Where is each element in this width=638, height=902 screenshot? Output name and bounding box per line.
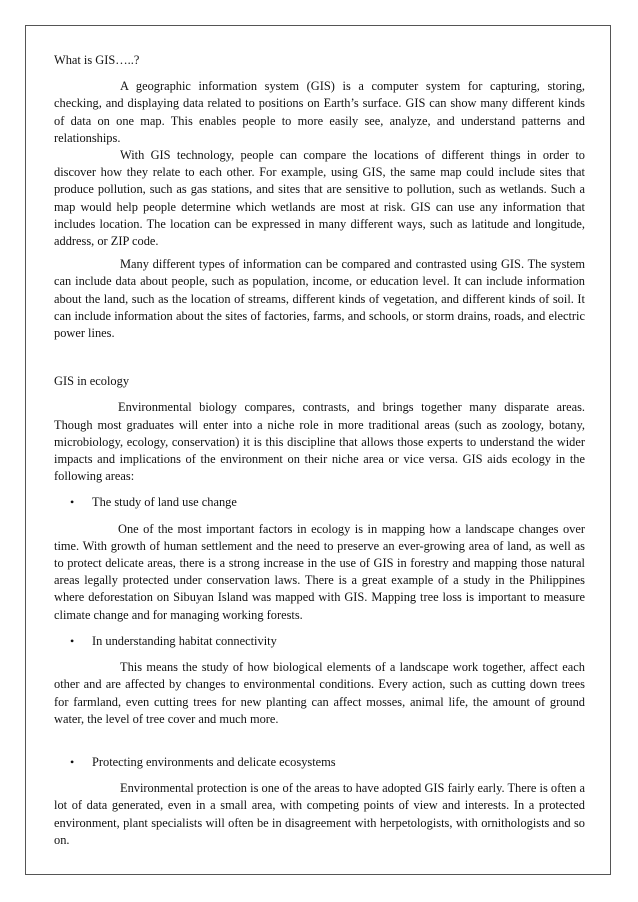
heading-gis-in-ecology: GIS in ecology — [54, 374, 130, 389]
bullet-dot-icon: • — [70, 754, 75, 769]
bullet-label: The study of land use change — [92, 495, 237, 510]
bullet-land-use-change — [70, 494, 585, 511]
paragraph-environmental-biology: Environmental biology compares, contrasts, and brings together many disparate areas. Though most graduates will enter into a niche role in more traditional areas (such as zoology, botany, microbiology, ecology, conservation) it is this discipline that allows those experts to understand the wider impacts and implications of the environment on their niche area or vice versa. GIS aids ecology in the following areas: — [54, 400, 585, 484]
paragraph-environmental-protection: Environmental protection is one of the areas to have adopted GIS fairly early. There is often a lot of data generated, even in a small area, with competing points of view and interests. In a protected environment, plant specialists will often be in disagreement with herpetologists, with ornithologists and so on. — [54, 781, 585, 847]
bullet-protecting-environments — [70, 754, 585, 771]
paragraph-gis-technology: With GIS technology, people can compare the locations of different things in order to discover how they relate to each other. For example, using GIS, the same map could include sites that produce pollution, such as gas stations, and sites that are sensitive to pollution, such as wetlands. Such a map would help people determine which wetlands are most at risk. GIS can use any information that includes location. The location can be expressed in many different ways, such as latitude and longitude, address, or ZIP code. — [54, 148, 585, 249]
paragraph-gis-definition: A geographic information system (GIS) is a computer system for capturing, storing, checking, and displaying data related to positions on Earth’s surface. GIS can show many different kinds of data on one map. This enables people to more easily see, analyze, and understand patterns and relationships. — [54, 79, 585, 145]
bullet-habitat-connectivity — [70, 633, 585, 650]
paragraph-information-types: Many different types of information can be compared and contrasted using GIS. The system can include data about people, such as population, income, or education level. It can include information about the land, such as the location of streams, different kinds of vegetation, and different kinds of soil. It can include information about the sites of factories, farms, and schools, or storm drains, roads, and electric power lines. — [54, 257, 585, 341]
bullet-label: Protecting environments and delicate ecosystems — [92, 754, 336, 769]
document-body — [54, 52, 585, 849]
bullet-label: In understanding habitat connectivity — [92, 633, 277, 648]
heading-what-is-gis: What is GIS…..? — [54, 53, 140, 67]
paragraph-land-use-change: One of the most important factors in ecology is in mapping how a landscape changes over time. With growth of human settlement and the need to preserve an ever-growing area of land, as well as to protect delicate areas, there is a strong increase in the use of GIS in forestry and mapping those natural areas legally protected under conservation laws. There is a great example of a study in the Philippines where deforestation on Sibuyan Island was mapped with GIS. Mapping tree loss is important to measure climate change and for managing working forests. — [54, 521, 585, 622]
bullet-dot-icon: • — [70, 633, 75, 648]
paragraph-habitat-connectivity: This means the study of how biological elements of a landscape work together, affect each other and are affected by changes to environmental conditions. Every action, such as cutting down trees for farmland, even cutting trees for new planting can affect mosses, animal life, the amount of ground water, the level of tree cover and much more. — [54, 660, 585, 726]
bullet-dot-icon: • — [70, 495, 75, 510]
